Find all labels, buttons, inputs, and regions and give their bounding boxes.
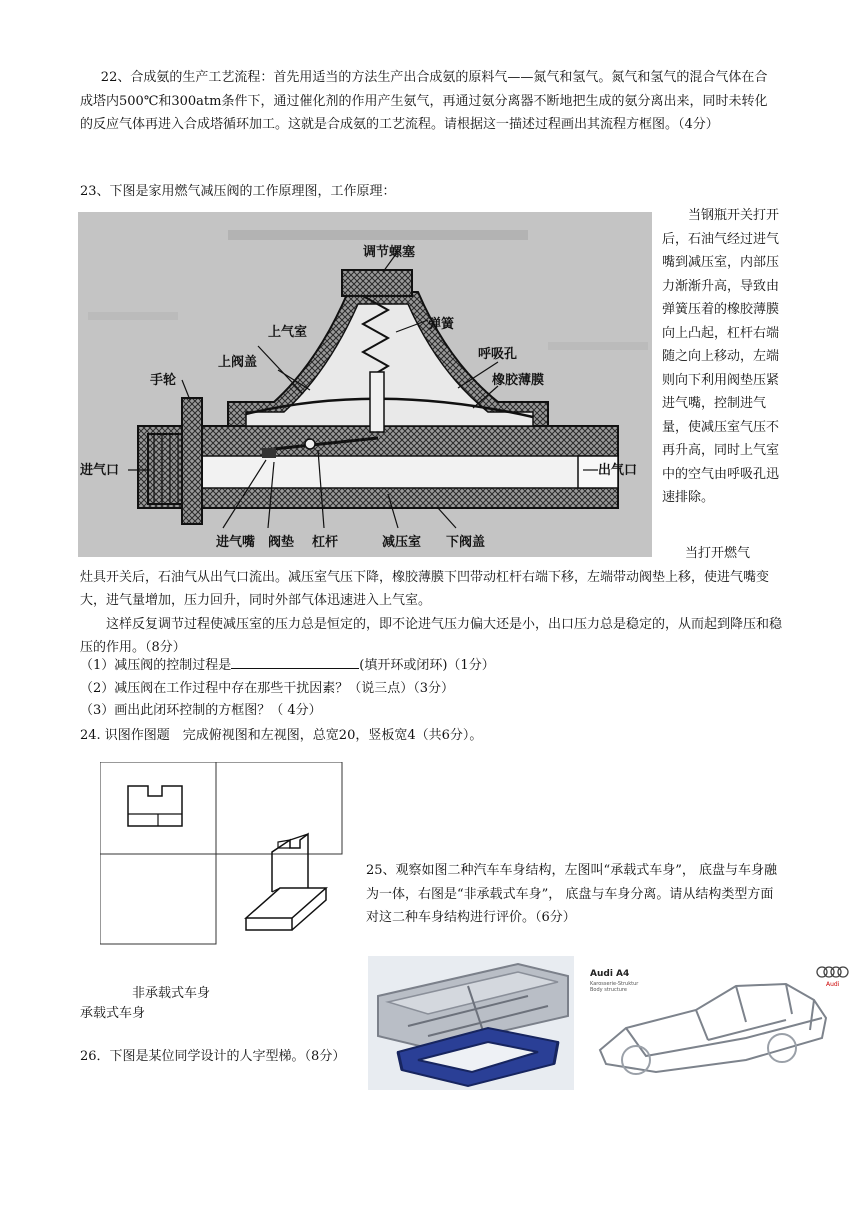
car-frame-image	[368, 956, 574, 1090]
question-24-title: 24. 识图作图题 完成俯视图和左视图，总宽20，竖板宽4（共6分）。	[80, 728, 483, 743]
label-adjust-screw: 调节螺塞	[363, 245, 416, 260]
subquestion-1	[80, 654, 495, 678]
label-valve-pad: 阀垫	[268, 535, 295, 550]
subquestion-3: （3）画出此闭环控制的方框图？（ 4分）	[80, 703, 322, 718]
label-reduce-chamber: 减压室	[382, 535, 422, 550]
audi-sub1: Karosserie-Struktur	[590, 981, 639, 987]
label-upper-chamber: 上气室	[268, 325, 308, 340]
car-body-image	[586, 964, 850, 1086]
label-lower-cover: 下阀盖	[446, 535, 486, 550]
label-membrane: 橡胶薄膜	[492, 373, 545, 388]
question-22: 22、合成氨的生产工艺流程：首先用适当的方法生产出合成氨的原料气——氮气和氢气。氮气和氢气的混合气体在合成塔内500℃和300atm条件下，通过催化剂的作用产生氨气，再通过氨分离器不断地把生成的氨分离出来，同时未转化的反应气体再进入合成塔循环加工。这就是合成氨的工艺流程。请根据这一描述过程画出其流程方框图。（4分）	[80, 70, 768, 132]
label-bearing-body: 承载式车身	[80, 1006, 146, 1021]
continued-lead: 当打开燃气	[684, 546, 750, 561]
label-upper-cover: 上阀盖	[218, 355, 258, 370]
question-26: 26．下图是某位同学设计的人字型梯。（8分）	[80, 1049, 346, 1064]
pressure-valve-diagram	[78, 212, 652, 557]
audi-brand: Audi	[826, 981, 840, 988]
label-handwheel: 手轮	[150, 373, 177, 388]
label-inlet-nozzle: 进气嘴	[216, 535, 256, 550]
subquestion-1-text: （1）减压阀的控制过程是	[80, 658, 232, 673]
question-23-continued	[80, 542, 784, 660]
label-lever: 杠杆	[312, 535, 339, 550]
label-breath-hole: 呼吸孔	[478, 347, 518, 362]
label-outlet: 出气口	[598, 463, 638, 478]
label-non-bearing-body: 非承载式车身	[132, 986, 211, 1001]
audi-title: Audi A4	[590, 969, 630, 979]
label-spring: 弹簧	[428, 317, 455, 332]
audi-sub2: Body structure	[590, 987, 627, 993]
three-view-drawing	[100, 762, 346, 946]
question-25: 25、观察如图二种汽车车身结构，左图叫“承载式车身”， 底盘与车身融为一体，右图是“非承载式车身”， 底盘与车身分离。请从结构类型方面对这二种车身结构进行评价。（6分）	[366, 863, 777, 925]
subquestion-1-hint: (填开环或闭环)（1分）	[359, 658, 495, 673]
question-23-summary: 这样反复调节过程使减压室的压力总是恒定的，即不论进气压力偏大还是小，出口压力总是稳定的，从而起到降压和稳压的作用。（8分）	[80, 616, 783, 655]
answer-blank[interactable]	[231, 654, 359, 669]
question-23-side-text: 当钢瓶开关打开后，石油气经过进气嘴到减压室，内部压力渐渐升高，导致由弹簧压着的橡胶薄膜向上凸起，杠杆右端随之向上移动，左端则向下利用阀垫压紧进气嘴，控制进气量，使减压室气压不再升高，同时上气室中的空气由呼吸孔迅速排除。	[662, 208, 780, 505]
continued-text: 灶具开关后，石油气从出气口流出。减压室气压下降，橡胶薄膜下凹带动杠杆右端下移，左端带动阀垫上移，使进气嘴变大，进气量增加，压力回升，同时外部气体迅速进入上气室。	[80, 569, 770, 608]
question-23-title: 23、下图是家用燃气减压阀的工作原理图，工作原理：	[80, 184, 396, 199]
question-23-subquestions	[80, 654, 495, 723]
subquestion-2: （2）减压阀在工作过程中存在那些干扰因素？（说三点）（3分）	[80, 680, 455, 696]
label-inlet: 进气口	[80, 463, 120, 478]
